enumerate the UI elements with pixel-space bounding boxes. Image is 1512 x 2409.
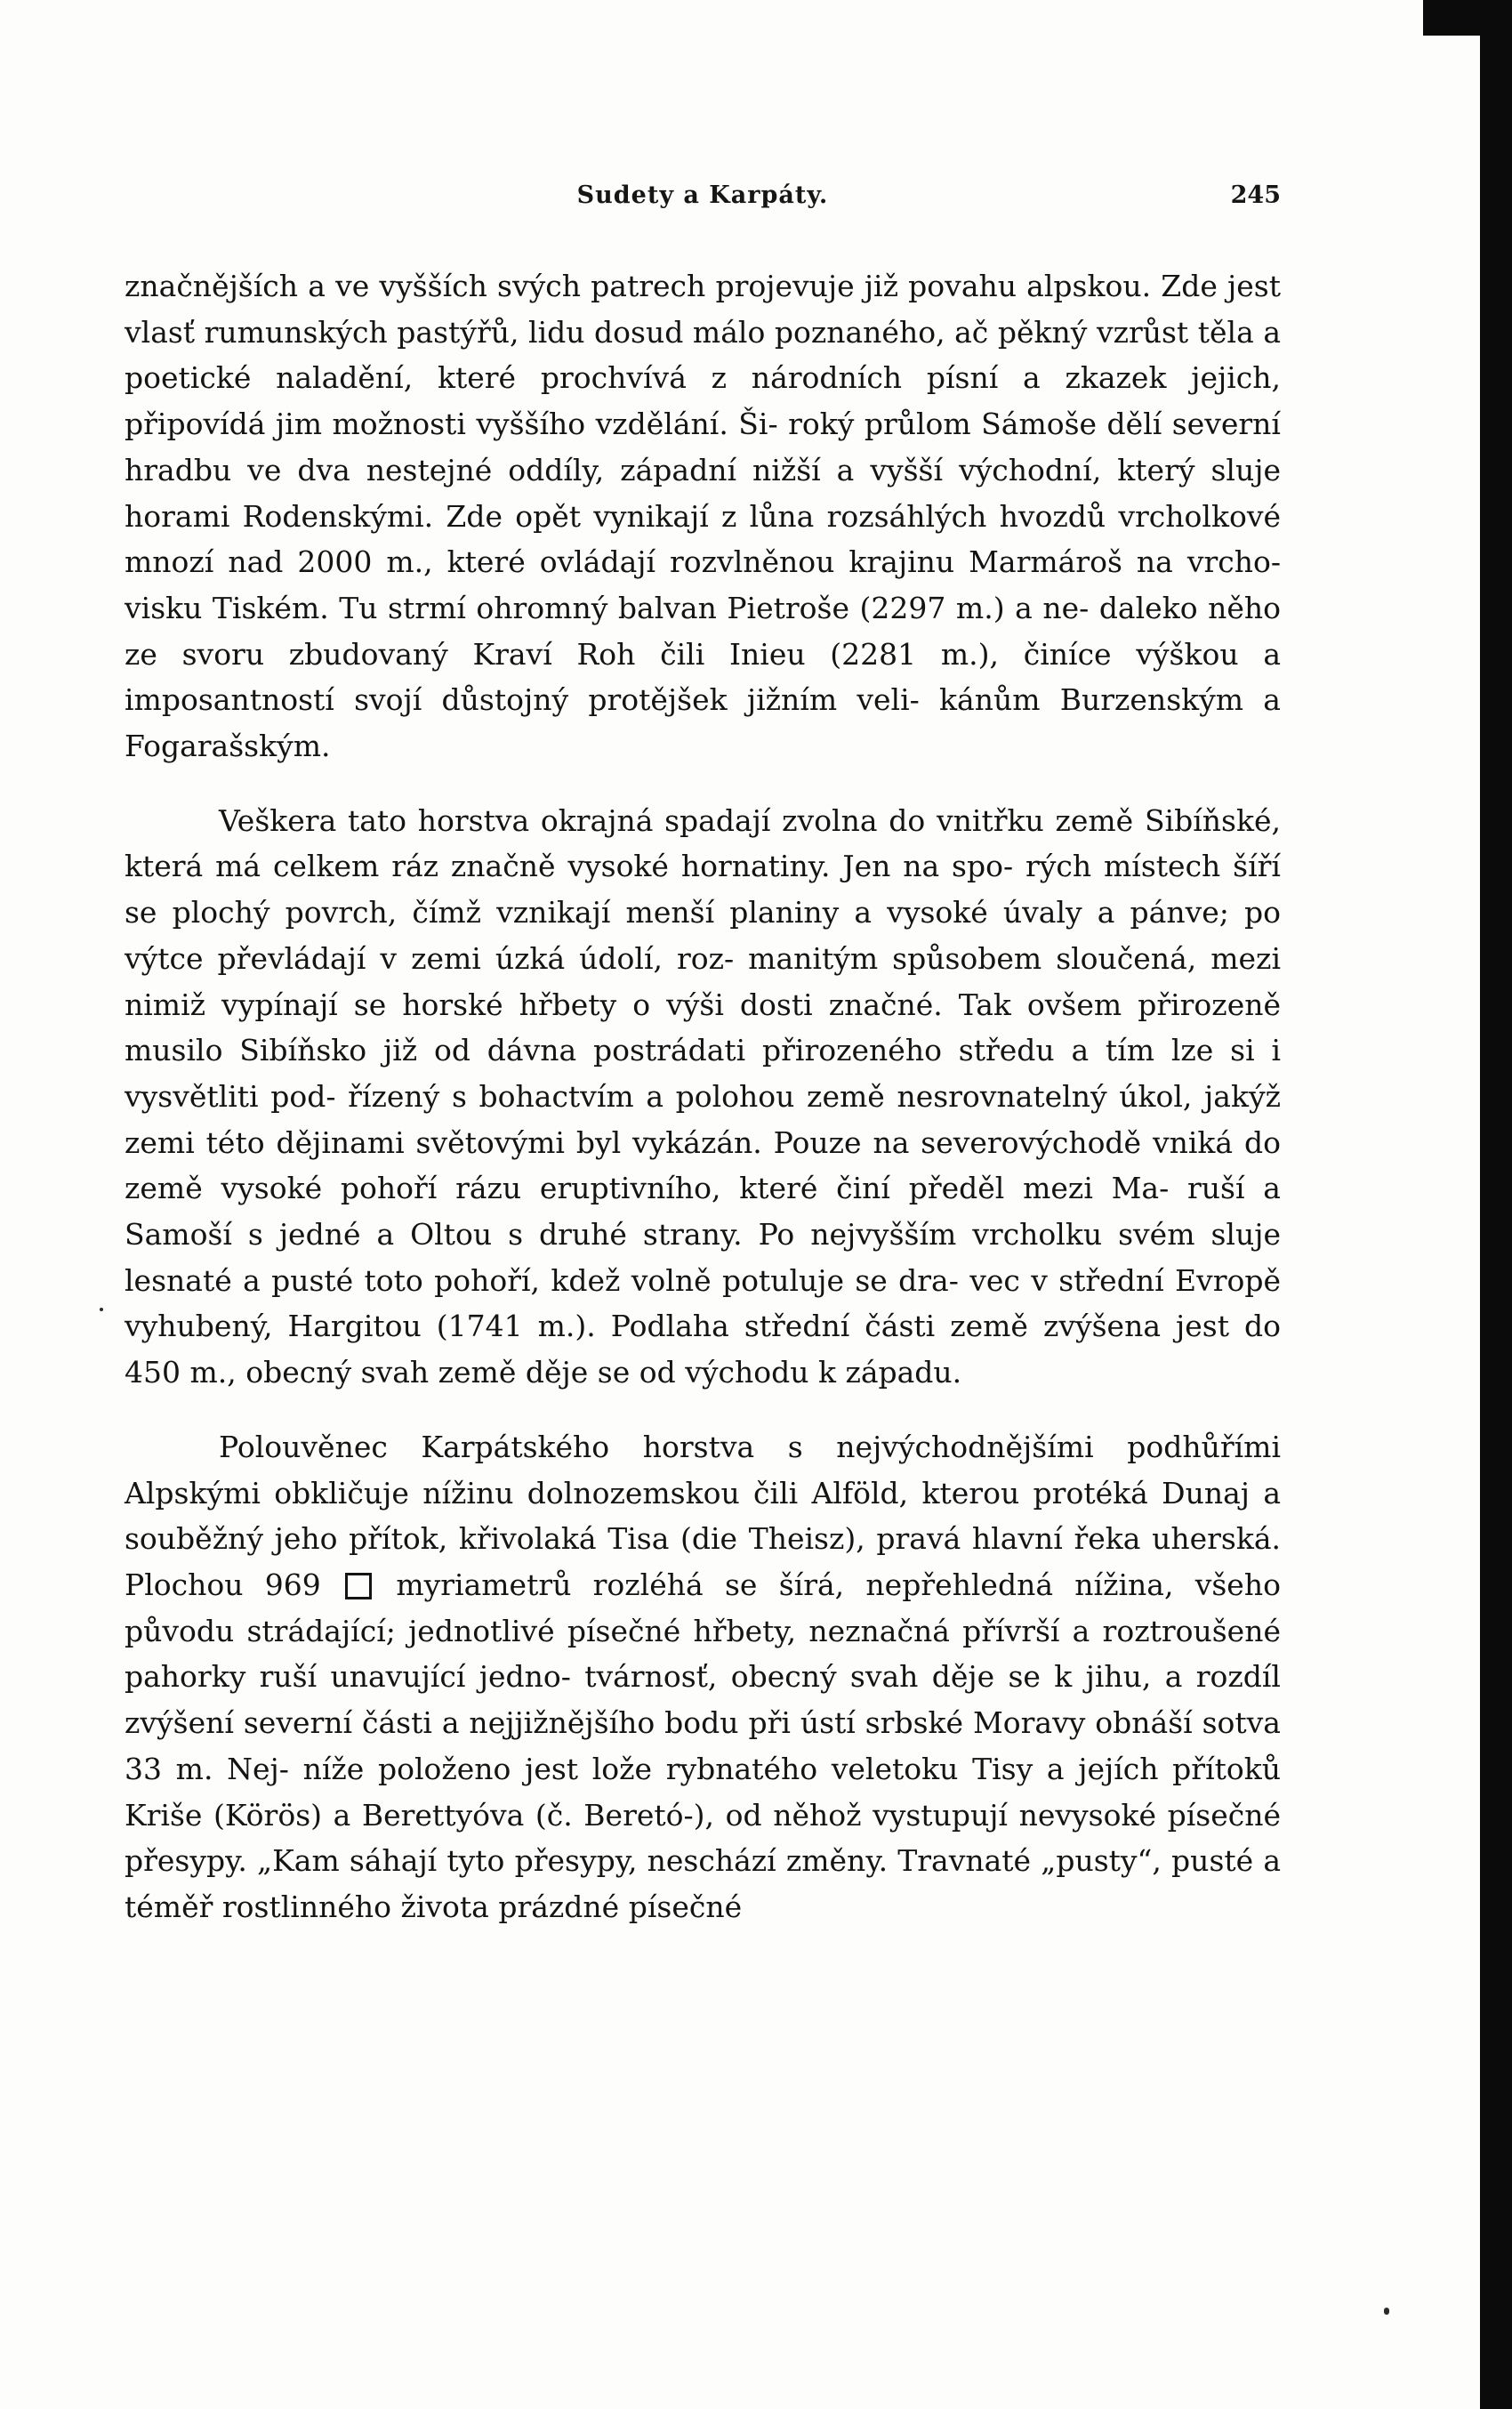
text-line: Kriše (Körös) a Berettyóva (č. Beretó-), od něhož vystupují bbox=[125, 1797, 1008, 1833]
text-line: o výši dosti značné. Tak ovšem přirozeně musilo Sibíňsko již od bbox=[125, 987, 1282, 1068]
text-line: Travnaté „pusty“, pusté a téměř rostlinného života prázdné písečné bbox=[125, 1843, 1281, 1924]
text-line: značnějších a ve vyšších svých patrech projevuje již povahu alpskou. bbox=[125, 269, 1152, 303]
text-line: pravá hlavní řeka uherská. Plochou 969 bbox=[125, 1521, 1281, 1602]
paragraph-3 bbox=[125, 1424, 1281, 1930]
text-line: vec v střední Evropě vyhubený, Hargitou (1741 m.). Podlaha střední bbox=[125, 1262, 1282, 1344]
text-line: této dějinami světovými byl vykázán. Pouze na severovýchodě vniká bbox=[205, 1124, 1234, 1160]
text-line: kánům Burzenským a Fogarašským. bbox=[125, 682, 1281, 764]
text-line: visku Tiském. Tu strmí ohromný balvan Pietroše (2297 m.) a ne- bbox=[125, 590, 1090, 625]
text-line: a nejjižnějšího bodu při ústí srbské Moravy obnáší sotva 33 m. Nej- bbox=[125, 1705, 1281, 1786]
text-line: roký průlom Sámoše dělí severní hradbu ve dva nestejné oddíly, bbox=[125, 407, 1281, 487]
square-symbol-icon bbox=[345, 1573, 372, 1599]
text-line: ruší a Samoší s jedné a Oltou s druhé strany. Po nejvyšším vrcholku bbox=[125, 1171, 1281, 1253]
text-line: východu k západu. bbox=[685, 1355, 962, 1390]
text-line: vysoké úvaly a pánve; po výtce převládají v zemi úzká údolí, roz- bbox=[125, 895, 1281, 976]
text-line: pěkný vzrůst těla a poetické naladění, které prochvívá z národních bbox=[125, 314, 1281, 396]
text-line: 2000 m., které ovládají rozvlněnou krajinu Marmároš na vrcho- bbox=[297, 544, 1281, 580]
page-number: 245 bbox=[1230, 181, 1281, 209]
text-line: svém sluje lesnaté a pusté toto pohoří, kdež volně potuluje se dra- bbox=[125, 1217, 1281, 1298]
text-line: manitým spůsobem sloučená, mezi nimiž vypínají se horské hřbety bbox=[125, 940, 1281, 1022]
text-line: části země zvýšena jest do 450 m., obecný svah země děje se od bbox=[125, 1309, 1281, 1390]
text-line: činíce výškou a imposantností svojí důstojný protějšek jižním veli- bbox=[125, 636, 1281, 718]
scan-speck bbox=[1384, 2308, 1389, 2315]
scan-speck bbox=[100, 1308, 103, 1311]
text-line: šírá, nepřehledná nížina, všeho původu strádající; jednotlivé písečné bbox=[125, 1567, 1281, 1648]
text-line: Veškera tato horstva okrajná spadají zvolna do vnitřku země bbox=[219, 802, 1134, 838]
text-line: hřbety, neznačná přívrší a roztroušené pahorky ruší unavující jedno- bbox=[125, 1613, 1281, 1695]
running-header bbox=[125, 181, 1281, 217]
text-line: Zde jest vlasť rumunských pastýřů, lidu dosud málo poznaného, ač bbox=[125, 269, 1281, 350]
text-line: Sibíňské, která má celkem ráz značně vysoké hornatiny. Jen na spo- bbox=[125, 802, 1281, 884]
text-line: Polouvěnec Karpátského horstva s nejvýchodnějšími podhůřími bbox=[219, 1429, 1281, 1464]
text-line: Zde opět vynikají z lůna rozsáhlých hvozdů vrcholkové mnozí nad bbox=[125, 498, 1281, 580]
text-line: písní a zkazek jejich, připovídá jim možnosti vyššího vzdělání. Ši- bbox=[125, 360, 1281, 442]
text-line: tvárnosť, obecný svah děje se k jihu, a rozdíl zvýšení severní části bbox=[125, 1659, 1281, 1741]
text-line: rých místech šíří se plochý povrch, čímž vznikají menší planiny a bbox=[125, 849, 1281, 931]
running-title: Sudety a Karpáty. bbox=[576, 181, 829, 209]
text-line: daleko něho ze svoru zbudovaný Kraví Roh čili Inieu (2281 m.), bbox=[125, 590, 1281, 672]
text-line: nevysoké písečné přesypy. „Kam sáhají tyto přesypy, neschází změny. bbox=[125, 1797, 1281, 1879]
text-line: níže položeno jest lože rybnatého veletoku Tisy a jejích přítoků bbox=[302, 1751, 1281, 1786]
body-text bbox=[125, 263, 1281, 1930]
text-line: protéká Dunaj a souběžný jeho přítok, křivolaká Tisa (die Theisz), bbox=[125, 1475, 1281, 1557]
text-line: řízený s bohactvím a polohou země nesrovnatelný úkol, jakýž zemi bbox=[125, 1078, 1281, 1160]
paragraph-2 bbox=[125, 798, 1281, 1396]
text-line: do země vysoké pohoří rázu eruptivního, které činí předěl mezi Ma- bbox=[125, 1124, 1281, 1206]
text-line: Alpskými obkličuje nížinu dolnozemskou čili Alföld, kterou bbox=[125, 1475, 1020, 1511]
text-line: západní nižší a vyšší východní, který sluje horami Rodenskými. bbox=[125, 452, 1281, 534]
paragraph-1 bbox=[125, 263, 1281, 769]
scan-border-right bbox=[1480, 0, 1512, 2409]
text-line: dávna postrádati přirozeného středu a tím lze si i vysvětliti pod- bbox=[125, 1033, 1281, 1114]
text-line: myriametrů rozléhá se bbox=[396, 1567, 758, 1602]
